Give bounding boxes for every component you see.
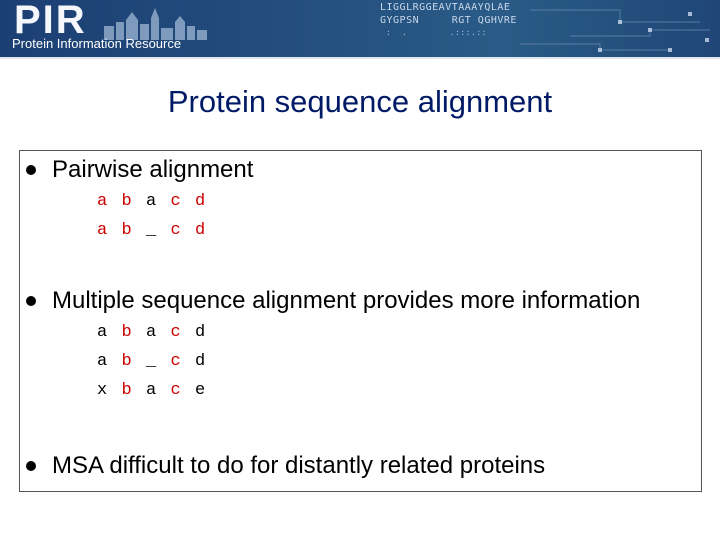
alignment-char: d: [195, 221, 206, 240]
bullet-dot: [26, 296, 36, 306]
alignment-char: c: [170, 323, 181, 342]
alignment-row: [97, 323, 220, 342]
alignment-char: a: [97, 192, 108, 211]
bullet-text-msa: Multiple sequence alignment provides more information: [52, 287, 641, 314]
alignment-row: [97, 352, 220, 371]
bullet-dot: [26, 165, 36, 175]
alignment-char: a: [97, 323, 108, 342]
banner-sequence-line-1: LIGGLRGGEAVTAAAYQLAE: [380, 2, 511, 13]
pir-banner: [0, 0, 720, 57]
alignment-char: _: [146, 352, 157, 371]
alignment-char: e: [195, 381, 206, 400]
alignment-char: _: [146, 221, 157, 240]
alignment-char: b: [121, 352, 132, 371]
alignment-char: c: [170, 352, 181, 371]
alignment-char: a: [97, 352, 108, 371]
alignment-row: [97, 381, 220, 400]
alignment-char: c: [170, 381, 181, 400]
alignment-row: [97, 192, 220, 211]
alignment-char: b: [121, 381, 132, 400]
alignment-char: d: [195, 192, 206, 211]
alignment-char: a: [97, 221, 108, 240]
banner-sequence-line-2: GYGPSN RGT QGHVRE: [380, 15, 517, 26]
banner-sequence-line-3: : . .:::.::: [386, 28, 488, 37]
pir-logo-subtitle: Protein Information Resource: [12, 36, 182, 51]
alignment-char: d: [195, 323, 206, 342]
bullet-text-msa-difficult: MSA difficult to do for distantly related proteins: [52, 452, 546, 479]
alignment-char: a: [146, 381, 157, 400]
alignment-char: a: [146, 323, 157, 342]
alignment-char: c: [170, 221, 181, 240]
pir-logo: PIR: [14, 0, 87, 42]
banner-divider: [0, 57, 720, 59]
slide-title: Protein sequence alignment: [167, 84, 553, 119]
alignment-char: x: [97, 381, 108, 400]
alignment-char: d: [195, 352, 206, 371]
alignment-row: [97, 221, 220, 240]
alignment-char: c: [170, 192, 181, 211]
alignment-char: b: [121, 323, 132, 342]
bullet-dot: [26, 461, 36, 471]
alignment-char: b: [121, 221, 132, 240]
alignment-char: b: [121, 192, 132, 211]
alignment-char: a: [146, 192, 157, 211]
bullet-text-pairwise: Pairwise alignment: [52, 156, 254, 183]
